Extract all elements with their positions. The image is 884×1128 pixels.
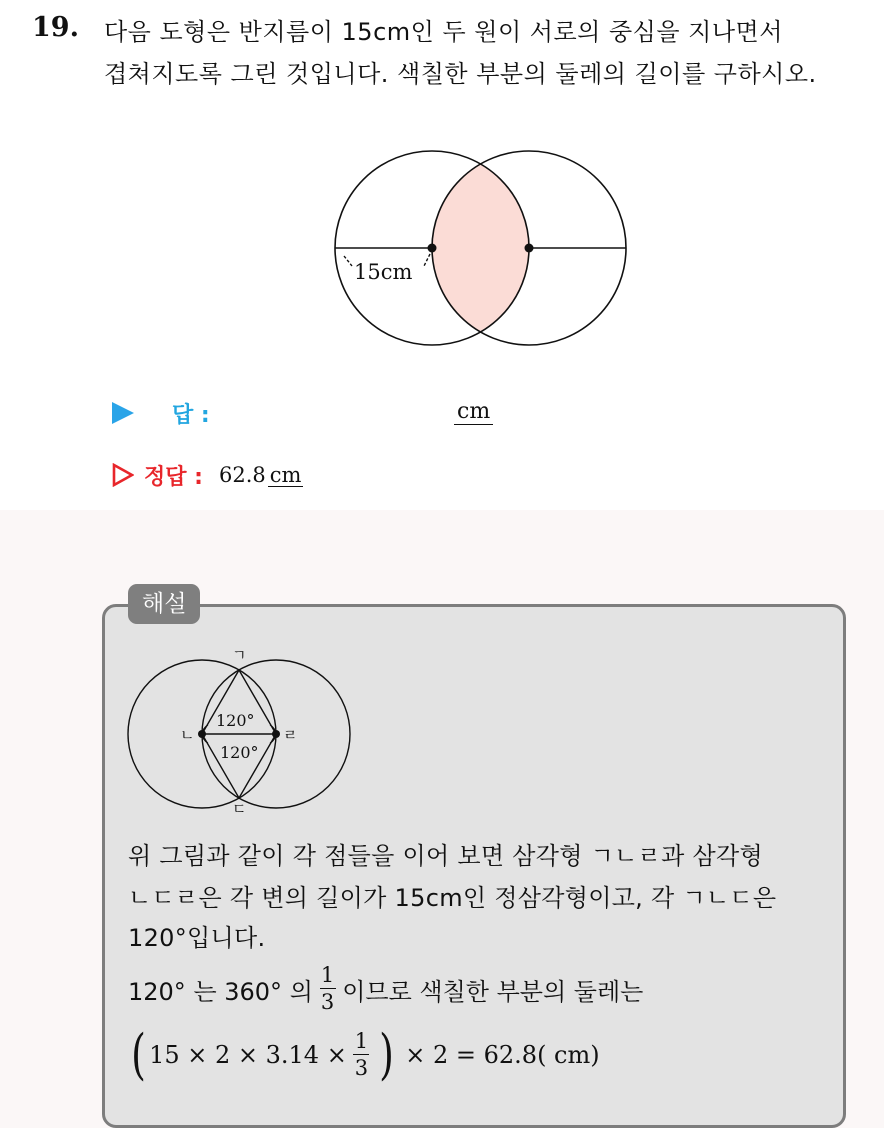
correct-answer-value: 62.8 [218,463,266,487]
answer-label: 답 : [172,402,210,428]
svg-text:ㄹ: ㄹ [283,726,298,744]
explanation-line1: 위 그림과 같이 각 점들을 이어 보면 삼각형 ㄱㄴㄹ과 삼각형 [128,842,763,870]
svg-text:ㄴ: ㄴ [180,726,195,744]
explanation-line2: ㄴㄷㄹ은 각 변의 길이가 15cm인 정삼각형이고, 각 ㄱㄴㄷ은 [128,884,777,912]
shaded-lens [432,164,529,332]
left-center-dot [428,244,437,253]
radius-label: 15cm [354,260,413,284]
fraction-line-after: 이므로 색칠한 부분의 둘레는 [342,977,644,1006]
svg-text:ㄱ: ㄱ [232,646,247,664]
left-paren: ( [131,1023,146,1086]
svg-text:120°: 120° [216,711,255,730]
answer-blank-unit[interactable]: cm [454,400,493,425]
outline-triangle-icon [112,463,134,487]
correct-answer-row [112,460,303,490]
formula-before: 15 × 2 × 3.14 × [149,1041,347,1069]
fraction-line-before: 120° 는 360° 의 [128,977,313,1006]
svg-text:120°: 120° [220,743,259,762]
explanation-tag: 해설 [128,584,200,624]
explanation-formula [128,1020,600,1090]
question-text-line2: 겹쳐지도록 그린 것입니다. 색칠한 부분의 둘레의 길이를 구하시오. [104,60,817,88]
question-number: 19. [32,12,79,43]
explanation-fraction-line [128,954,643,1024]
fraction-one-third: $\frac{1}{3}$ [320,962,335,1015]
right-paren: ) [379,1023,395,1086]
explanation-figure [120,646,356,816]
correct-answer-unit: cm [269,462,302,487]
question-text-line1: 다음 도형은 반지름이 15cm인 두 원이 서로의 중심을 지나면서 [104,18,783,46]
svg-text:ㄷ: ㄷ [232,800,247,816]
correct-answer-label: 정답 : [144,464,203,490]
formula-after: × 2 = 62.8( cm) [405,1041,600,1069]
right-center-dot [525,244,534,253]
formula-fraction: $\frac{1}{3}$ [354,1028,369,1081]
play-triangle-icon [112,402,134,424]
overlapping-circles-figure [326,146,634,352]
explanation-line3: 120°입니다. [128,924,266,952]
answer-row [112,398,210,428]
